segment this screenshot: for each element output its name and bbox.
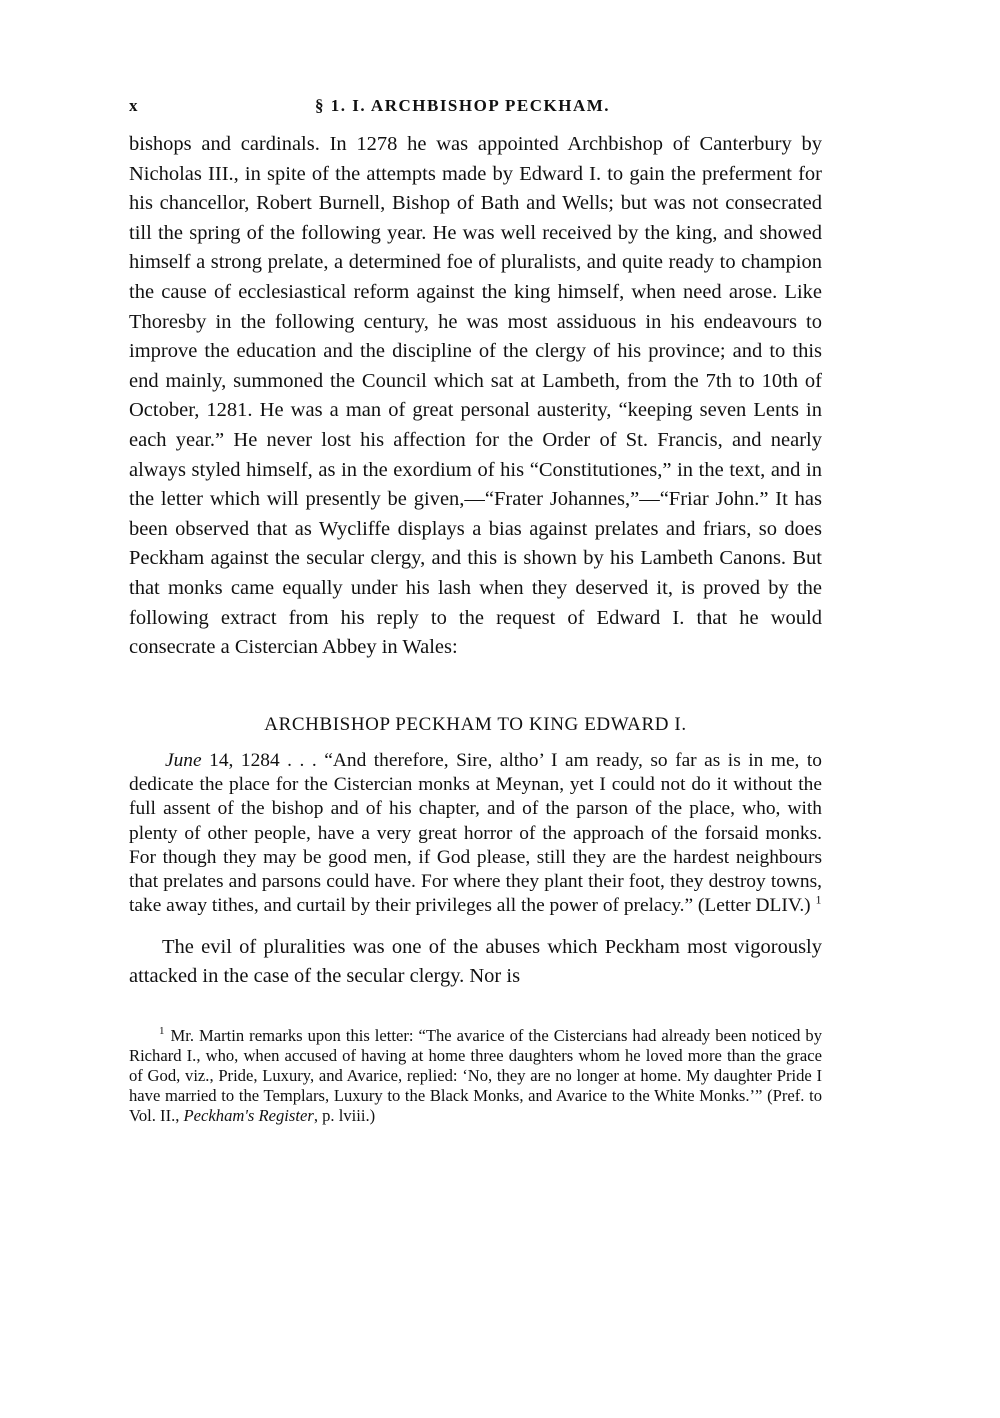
running-head	[129, 96, 822, 130]
footnote	[129, 1026, 822, 1126]
footnote-text-main: Mr. Martin remarks upon this letter: “The avarice of the Cistercians had already been noticed by Richard I., who, when accused of having at home three daughters whom he loved more than the grace of God, viz., Pride, Luxury, and Avarice, replied: ‘No, they are no longer at home. My daughter Pride I have married to the Templars, Luxury to the Black Monks, and Avarice to the White Monks.’” (Pref. to Vol. II.,	[129, 1025, 822, 1125]
body-paragraph-1: bishops and cardinals. In 1278 he was appointed Archbishop of Canterbury by Nicholas III., in spite of the attempts made by Edward I. to gain the preferment for his chancellor, Robert Burnell, Bishop of Bath and Wells; but was not consecrated till the spring of the following year. He was well received by the king, and showed himself a strong prelate, a determined foe of pluralists, and quite ready to champion the cause of ecclesiastical reform against the king himself, when need arose. Like Thoresby in the following century, he was most assiduous in his endeavours to improve the education and the discipline of the clergy of his province; and to this end mainly, summoned the Council which sat at Lambeth, from the 7th to 10th of October, 1281. He was a man of great personal austerity, “keeping seven Lents in each year.” He never lost his affection for the Order of St. Francis, and nearly always styled himself, as in the exordium of his “Constitutiones,” in the text, and in the letter which will presently be given,—“Frater Johannes,”—“Friar John.” It has been observed that as Wycliffe displays a bias against prelates and friars, so does Peckham against the secular clergy, and this is shown by his Lambeth Canons. But that monks came equally under his lash when they deserved it, is proved by the following extract from his reply to the request of Edward I. that he would consecrate a Cistercian Abbey in Wales:	[129, 133, 822, 659]
footnote-mark: 1	[159, 1025, 165, 1038]
letter-heading: ARCHBISHOP PECKHAM TO KING EDWARD I.	[264, 713, 687, 735]
letter-extract	[129, 749, 822, 919]
footnote-text-italic: Peckham's Register	[183, 1105, 314, 1125]
letter-date-month: June	[165, 749, 202, 771]
letter-text: “And therefore, Sire, altho’ I am ready, so far as is in me, to dedicate the place for the Cistercian monks at Meynan, yet I could not do it without the full assent of the bishop and of his chapter, and of the parson of the place, who, with plenty of other people, have a very great horror of the approach of the forsaid monks. For though they may be good men, if God please, still they are the hardest neighbours that prelates and parsons could have. For where they plant their foot, they destroy towns, take away tithes, and curtail by their privileges all the power of prelacy.” (Letter DLIV.)	[129, 749, 822, 917]
letter-date-rest: 14, 1284 . . .	[201, 749, 325, 771]
footnote-reference: 1	[815, 893, 822, 907]
footnote-text-end: , p. lviii.)	[313, 1105, 376, 1125]
running-head-title: § 1. I. ARCHBISHOP PECKHAM.	[315, 96, 611, 115]
body-paragraph-2: The evil of pluralities was one of the abuses which Peckham most vigorously attacked in the case of the secular clergy. Nor is	[129, 935, 822, 988]
page-number: x	[129, 96, 139, 115]
page	[129, 96, 822, 1143]
